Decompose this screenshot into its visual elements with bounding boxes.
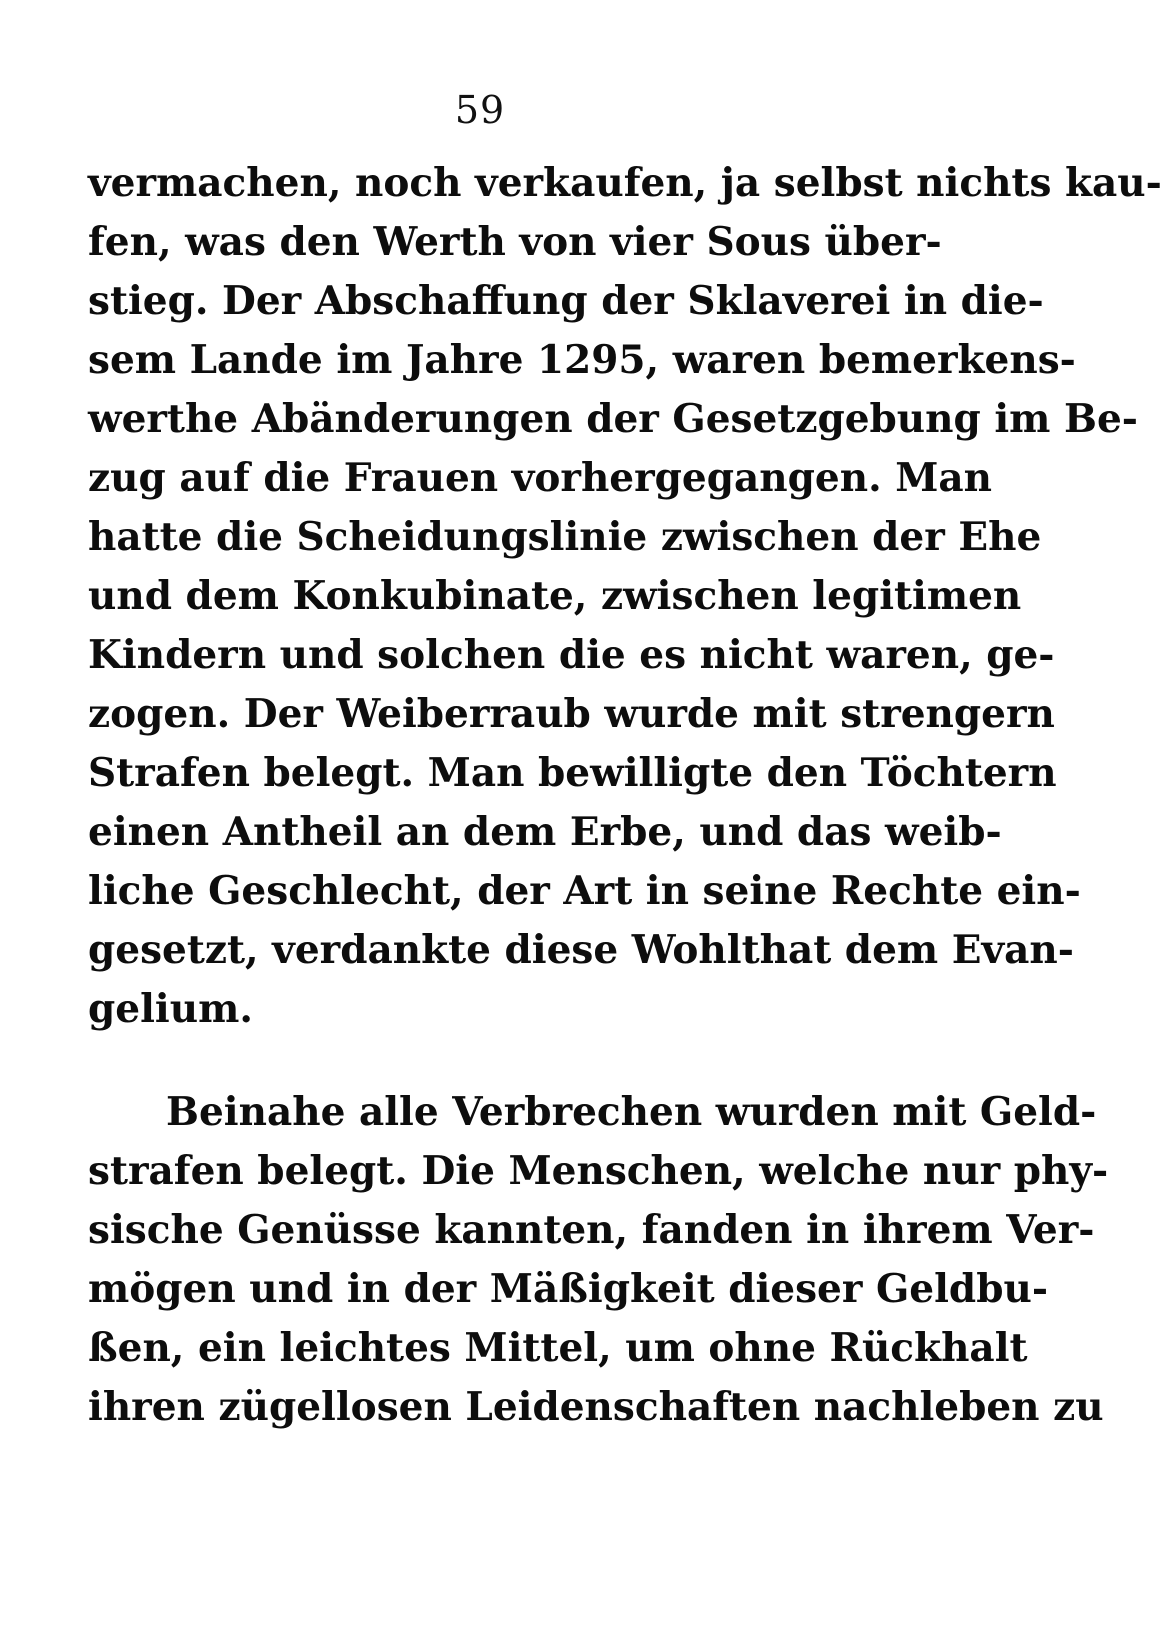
text-line: hatte die Scheidungslinie zwischen der Ehe	[88, 514, 1042, 560]
text-line: sem Lande im Jahre 1295, waren bemerkens-	[88, 337, 1076, 383]
text-line: vermachen, noch verkaufen, ja selbst nichts kau-	[88, 160, 1162, 206]
text-line: strafen belegt. Die Menschen, welche nur phy-	[88, 1148, 1109, 1194]
text-line: sische Genüsse kannten, fanden in ihrem Ver-	[88, 1207, 1095, 1253]
page-number: 59	[454, 88, 506, 132]
paragraph-2	[88, 1083, 1109, 1437]
text-line: ihren zügellosen Leidenschaften nachleben zu	[88, 1384, 1104, 1430]
text-line: stieg. Der Abschaffung der Sklaverei in die-	[88, 278, 1044, 324]
text-line: werthe Abänderungen der Gesetzgebung im Be-	[88, 396, 1138, 442]
text-line: und dem Konkubinate, zwischen legitimen	[88, 573, 1022, 619]
text-line: zug auf die Frauen vorhergegangen. Man	[88, 455, 993, 501]
text-line: gesetzt, verdankte diese Wohlthat dem Evan-	[88, 927, 1074, 973]
text-line: mögen und in der Mäßigkeit dieser Geldbu-	[88, 1266, 1049, 1312]
paragraph-1	[88, 154, 1162, 1039]
text-line: Kindern und solchen die es nicht waren, ge-	[88, 632, 1055, 678]
text-line: liche Geschlecht, der Art in seine Rechte ein-	[88, 868, 1081, 914]
text-line: einen Antheil an dem Erbe, und das weib-	[88, 809, 1002, 855]
text-line: Beinahe alle Verbrechen wurden mit Geld-	[166, 1089, 1097, 1135]
text-line: zogen. Der Weiberraub wurde mit strengern	[88, 691, 1055, 737]
text-line: Strafen belegt. Man bewilligte den Töchtern	[88, 750, 1057, 796]
text-line: gelium.	[88, 986, 253, 1032]
text-line: fen, was den Werth von vier Sous über-	[88, 219, 942, 265]
text-line: ßen, ein leichtes Mittel, um ohne Rückhalt	[88, 1325, 1028, 1371]
